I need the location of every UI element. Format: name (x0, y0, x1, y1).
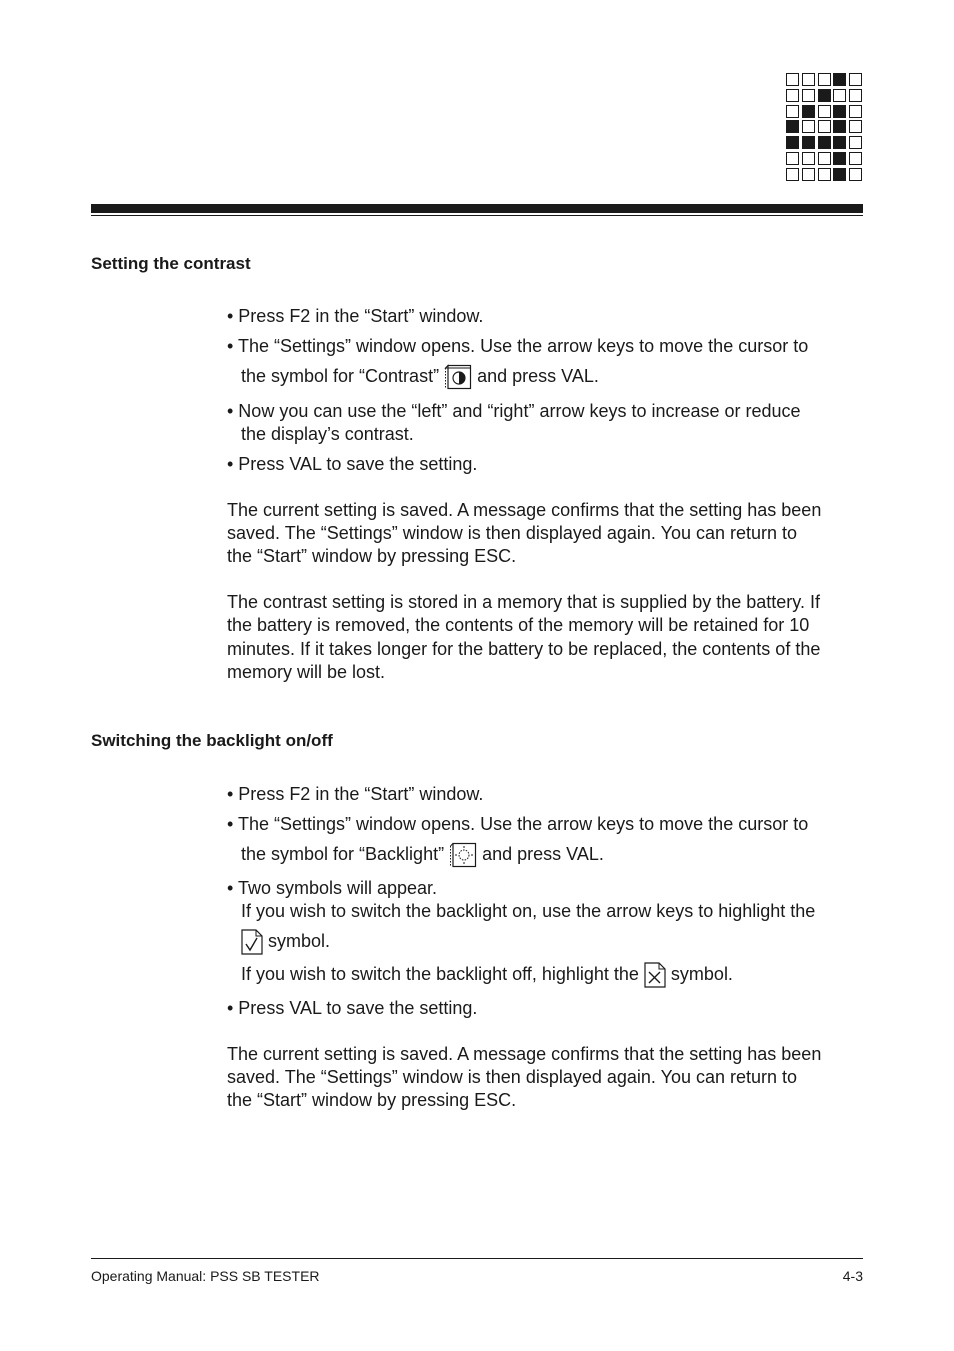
footer-page-number: 4-3 (842, 1268, 863, 1284)
logo-cell (818, 152, 831, 165)
contrast-icon (444, 364, 472, 390)
logo-cell (849, 120, 862, 133)
contrast-para1-line1: The current setting is saved. A message confirms that the setting has been (227, 500, 822, 520)
backlight-step-3-on: If you wish to switch the backlight on, use the arrow keys to highlight the (241, 901, 816, 921)
logo-cell (833, 152, 846, 165)
logo-cell (849, 168, 862, 181)
logo-cell (786, 89, 799, 102)
logo-cell (818, 120, 831, 133)
logo-cell (833, 73, 846, 86)
logo-cell (849, 152, 862, 165)
backlight-step-3: • Two symbols will appear. (227, 878, 438, 898)
backlight-step-2-post: and press VAL. (482, 843, 604, 864)
logo-cell (802, 168, 815, 181)
logo-cell (818, 168, 831, 181)
header-logo-grid (786, 73, 864, 183)
logo-cell (818, 73, 831, 86)
backlight-on-symbol-text: symbol. (268, 930, 331, 951)
contrast-para1-line3: the “Start” window by pressing ESC. (227, 546, 517, 566)
logo-cell (802, 152, 815, 165)
contrast-step-3: • Now you can use the “left” and “right” arrow keys to increase or reduce (227, 401, 801, 421)
footer-rule (91, 1258, 863, 1259)
logo-cell (833, 89, 846, 102)
backlight-step-3-on-symbol (241, 929, 330, 955)
logo-cell (802, 89, 815, 102)
logo-cell (849, 73, 862, 86)
logo-cell (818, 89, 831, 102)
contrast-para2-line2: the battery is removed, the contents of the memory will be retained for 10 (227, 615, 810, 635)
logo-cell (818, 105, 831, 118)
backlight-icon (449, 842, 477, 868)
logo-cell (833, 120, 846, 133)
logo-cell (849, 105, 862, 118)
contrast-step-2-pre: the symbol for “Contrast” (241, 365, 440, 386)
cross-document-icon (644, 962, 666, 988)
logo-cell (786, 152, 799, 165)
contrast-para2-line3: minutes. If it takes longer for the battery to be replaced, the contents of the (227, 639, 821, 659)
contrast-step-2-post: and press VAL. (477, 365, 599, 386)
backlight-para1-line3: the “Start” window by pressing ESC. (227, 1090, 517, 1110)
logo-cell (849, 89, 862, 102)
logo-cell (802, 120, 815, 133)
contrast-para2-line1: The contrast setting is stored in a memory that is supplied by the battery. If (227, 592, 820, 612)
backlight-step-2-pre: the symbol for “Backlight” (241, 843, 445, 864)
logo-cell (786, 73, 799, 86)
logo-cell (833, 168, 846, 181)
section-heading-backlight: Switching the backlight on/off (91, 731, 333, 750)
backlight-step-2: • The “Settings” window opens. Use the arrow keys to move the cursor to (227, 814, 809, 834)
contrast-step-3-cont: the display’s contrast. (241, 424, 414, 444)
logo-cell (786, 120, 799, 133)
backlight-step-1: • Press F2 in the “Start” window. (227, 784, 484, 804)
contrast-para2-line4: memory will be lost. (227, 662, 386, 682)
section-heading-contrast: Setting the contrast (91, 254, 251, 273)
logo-cell (802, 105, 815, 118)
logo-cell (833, 105, 846, 118)
logo-cell (849, 136, 862, 149)
logo-cell (833, 136, 846, 149)
backlight-off-pre: If you wish to switch the backlight off, highlight the (241, 963, 639, 984)
logo-cell (802, 136, 815, 149)
header-rule-thin (91, 215, 863, 216)
backlight-para1-line1: The current setting is saved. A message confirms that the setting has been (227, 1044, 822, 1064)
logo-cell (802, 73, 815, 86)
logo-cell (786, 168, 799, 181)
footer-manual-title: Operating Manual: PSS SB TESTER (91, 1268, 320, 1284)
contrast-step-1: • Press F2 in the “Start” window. (227, 306, 484, 326)
contrast-step-2: • The “Settings” window opens. Use the arrow keys to move the cursor to (227, 336, 809, 356)
header-rule-thick (91, 204, 863, 213)
contrast-step-4: • Press VAL to save the setting. (227, 454, 478, 474)
backlight-step-2-cont (241, 842, 604, 868)
backlight-step-4: • Press VAL to save the setting. (227, 998, 478, 1018)
logo-cell (818, 136, 831, 149)
contrast-step-2-cont (241, 364, 599, 390)
check-document-icon (241, 929, 263, 955)
backlight-step-3-off (241, 962, 733, 988)
contrast-para1-line2: saved. The “Settings” window is then displayed again. You can return to (227, 523, 798, 543)
backlight-off-post: symbol. (670, 963, 733, 984)
logo-cell (786, 136, 799, 149)
logo-cell (786, 105, 799, 118)
backlight-para1-line2: saved. The “Settings” window is then displayed again. You can return to (227, 1067, 798, 1087)
